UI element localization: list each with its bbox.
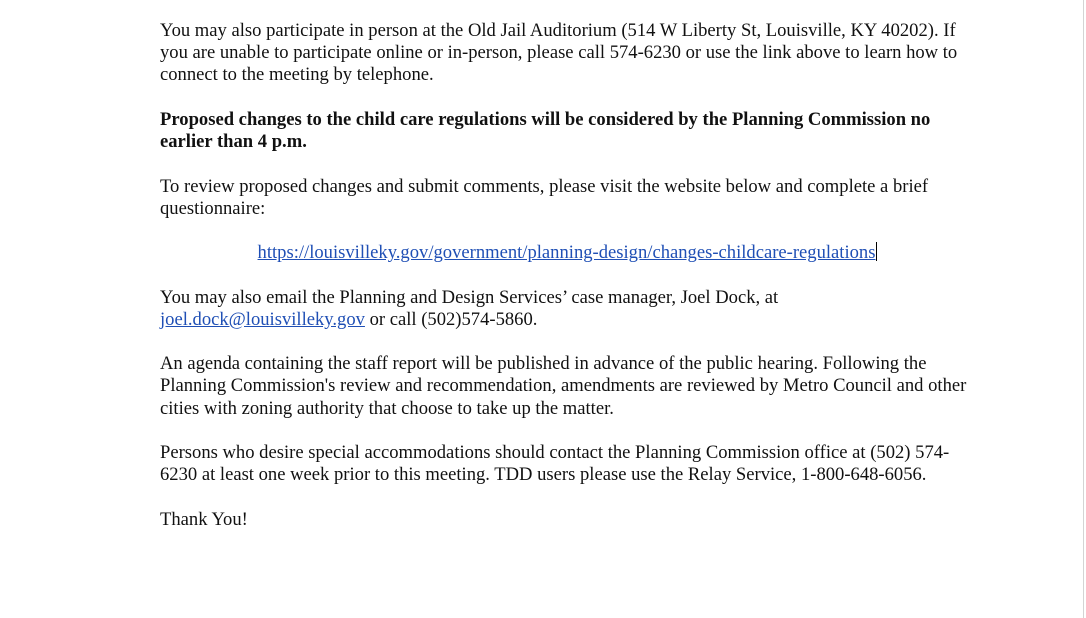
accommodations-paragraph: Persons who desire special accommodations should contact the Planning Commission office at (502) 574-6230 at least one week prior to this meeting. TDD users please use the Relay Service, 1-800-648-6056. [160,442,950,486]
email-phone-text: or call (502)574-5860. [364,308,538,330]
review-instructions-paragraph: To review proposed changes and submit comments, please visit the website below and complete a brief questionnaire: [160,175,929,219]
document-body [160,20,975,553]
planning-commission-notice: Proposed changes to the child care regulations will be considered by the Planning Commission no earlier than 4 p.m. [160,108,931,153]
text-cursor [876,242,877,261]
case-manager-email-link[interactable]: joel.dock@louisvilleky.gov [160,308,365,330]
closing-line: Thank You! [160,508,248,530]
in-person-paragraph: You may also participate in person at the Old Jail Auditorium (514 W Liberty St, Louisville, KY 40202). If you are unable to participate online or in-person, please call 574-6230 or use the link above to learn how to connect to the meeting by telephone. [160,20,958,86]
agenda-paragraph: An agenda containing the staff report will be published in advance of the public hearing. Following the Planning Commission's review and recommendation, amendments are reviewed by Metro Council and other cities with zoning authority that choose to take up the matter. [160,353,967,419]
childcare-regulations-link[interactable]: https://louisvilleky.gov/government/planning-design/changes-childcare-regulations [257,242,876,264]
email-intro-text: You may also email the Planning and Design Services’ case manager, Joel Dock, at [160,286,779,308]
email-paragraph [160,287,975,331]
website-link-paragraph [160,242,975,264]
page-right-edge [1083,0,1084,618]
